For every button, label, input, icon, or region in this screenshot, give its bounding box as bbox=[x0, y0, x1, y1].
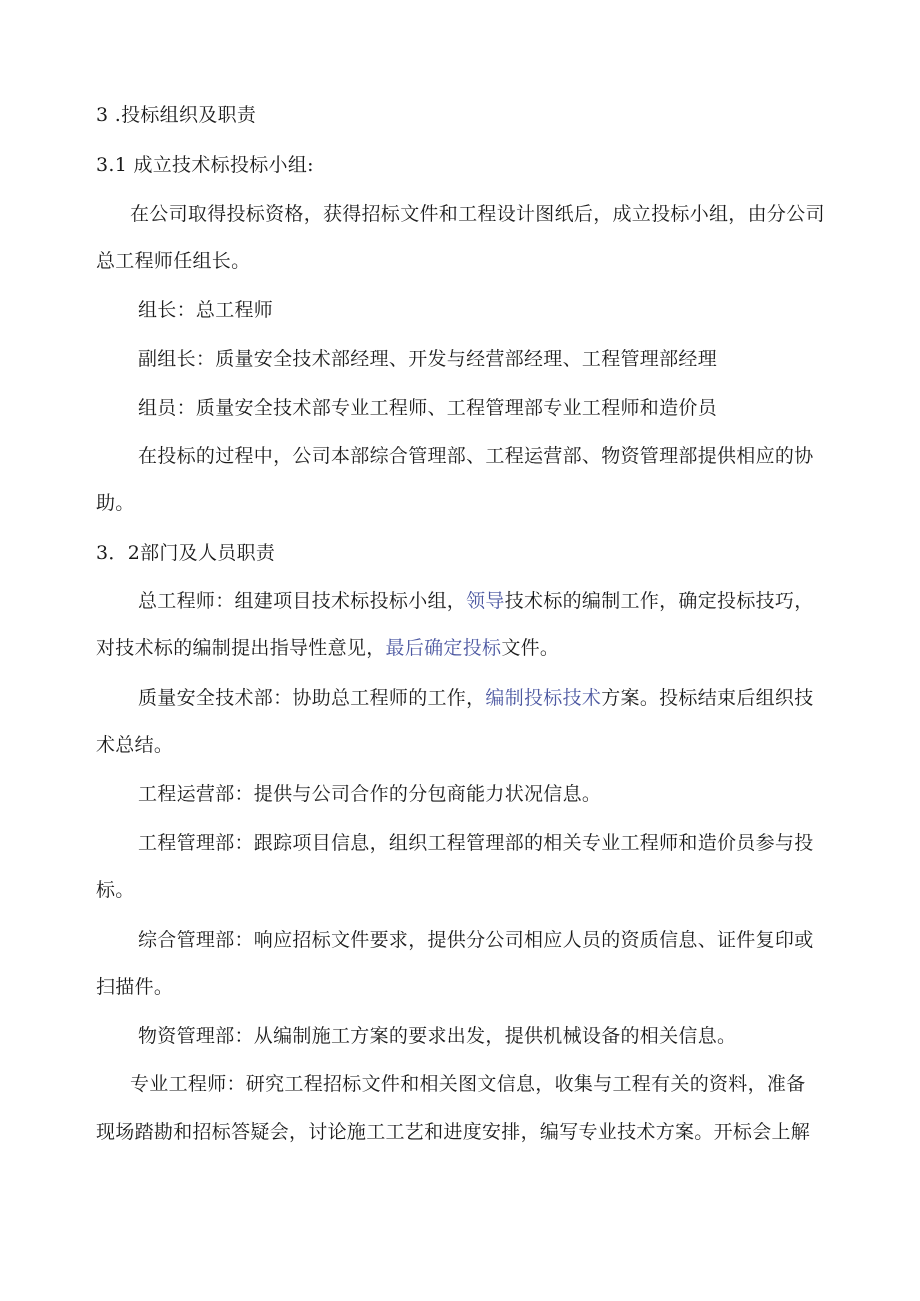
operations-dept-line: 工程运营部：提供与公司合作的分包商能力状况信息。 bbox=[138, 783, 602, 805]
quality-dept-text-b: 方案。投标结束后组织技 bbox=[601, 687, 814, 709]
chief-engineer-line-1 bbox=[138, 588, 814, 614]
quality-dept-line-1 bbox=[138, 685, 814, 711]
chief-engineer-highlight-1: 领导 bbox=[466, 590, 505, 612]
deputy-leader-line: 副组长：质量安全技术部经理、开发与经营部经理、工程管理部经理 bbox=[138, 348, 718, 370]
engineer-line-1: 专业工程师：研究工程招标文件和相关图文信息，收集与工程有关的资料，准备 bbox=[130, 1073, 806, 1095]
chief-engineer-line-2 bbox=[96, 635, 559, 661]
quality-dept-line-2: 术总结。 bbox=[96, 734, 174, 756]
chief-engineer-text-c: 对技术标的编制提出指导性意见， bbox=[96, 637, 386, 659]
members-line: 组员：质量安全技术部专业工程师、工程管理部专业工程师和造价员 bbox=[138, 397, 718, 419]
general-dept-line-1: 综合管理部：响应招标文件要求，提供分公司相应人员的资质信息、证件复印或 bbox=[138, 929, 814, 951]
materials-dept-line: 物资管理部：从编制施工方案的要求出发，提供机械设备的相关信息。 bbox=[138, 1025, 737, 1047]
management-dept-line-1: 工程管理部：跟踪项目信息，组织工程管理部的相关专业工程师和造价员参与投 bbox=[138, 832, 814, 854]
engineer-line-2: 现场踏勘和招标答疑会，讨论施工工艺和进度安排，编写专业技术方案。开标会上解 bbox=[96, 1121, 811, 1143]
chief-engineer-text-b: 技术标的编制工作，确定投标技巧， bbox=[504, 590, 814, 612]
paragraph-assist-line-1: 在投标的过程中，公司本部综合管理部、工程运营部、物资管理部提供相应的协 bbox=[138, 445, 814, 467]
chief-engineer-text-d: 文件。 bbox=[501, 637, 560, 659]
chief-engineer-text-a: 总工程师：组建项目技术标投标小组， bbox=[138, 590, 467, 612]
subsection-heading-3-2: 3．2部门及人员职责 bbox=[96, 542, 276, 564]
quality-dept-highlight: 编制投标技术 bbox=[485, 687, 602, 709]
section-heading: 3 .投标组织及职责 bbox=[96, 104, 257, 126]
chief-engineer-highlight-2: 最后确定投标 bbox=[385, 637, 502, 659]
general-dept-line-2: 扫描件。 bbox=[96, 976, 174, 998]
management-dept-line-2: 标。 bbox=[96, 879, 135, 901]
paragraph-assist-line-2: 助。 bbox=[96, 492, 135, 514]
paragraph-intro-line-2: 总工程师任组长。 bbox=[96, 250, 251, 272]
leader-line: 组长：总工程师 bbox=[138, 299, 274, 321]
paragraph-intro-line-1: 在公司取得投标资格，获得招标文件和工程设计图纸后，成立投标小组，由分公司 bbox=[130, 203, 825, 225]
quality-dept-text-a: 质量安全技术部：协助总工程师的工作， bbox=[138, 687, 486, 709]
subsection-heading-3-1: 3.1 成立技术标投标小组: bbox=[96, 154, 314, 176]
